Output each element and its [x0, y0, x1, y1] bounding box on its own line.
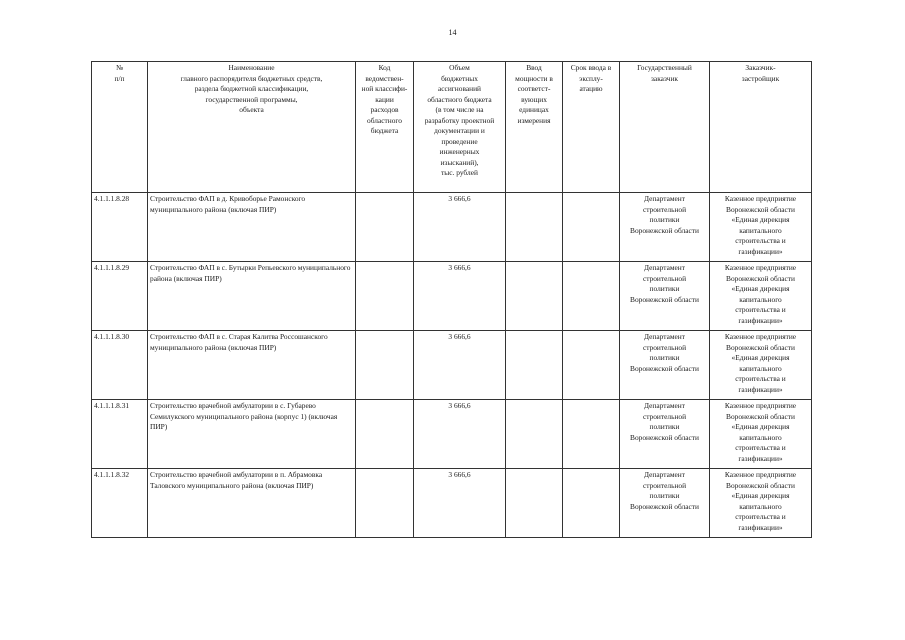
row-developer: Казенное предприятие Воронежской области «Единая дирекция капитального строительства и газификации»: [710, 469, 812, 538]
row-customer: Департамент строительной политики Воронежской области: [620, 469, 710, 538]
row-term: [563, 262, 620, 331]
row-amount: 3 666,6: [414, 262, 506, 331]
table-row: [92, 193, 812, 262]
row-amount: 3 666,6: [414, 469, 506, 538]
row-object-name: Строительство ФАП в с. Бутырки Репьевского муниципального района (включая ПИР): [148, 262, 356, 331]
row-term: [563, 193, 620, 262]
row-code: [356, 400, 414, 469]
row-term: [563, 400, 620, 469]
table-header-row: [92, 62, 812, 193]
header-amount: Объем бюджетных ассигнований областного бюджета (в том числе на разработку проектной документации и проведение инженерных изысканий), тыс. рублей: [414, 62, 506, 193]
row-object-name: Строительство ФАП в с. Старая Калитва Россошанского муниципального района (включая ПИР): [148, 331, 356, 400]
row-number: 4.1.1.1.8.31: [92, 400, 148, 469]
row-customer: Департамент строительной политики Воронежской области: [620, 331, 710, 400]
row-capacity: [506, 400, 563, 469]
row-code: [356, 469, 414, 538]
table-row: [92, 331, 812, 400]
row-number: 4.1.1.1.8.30: [92, 331, 148, 400]
row-amount: 3 666,6: [414, 331, 506, 400]
header-capacity: Ввод мощности в соответст- вующих единицах измерения: [506, 62, 563, 193]
header-code: Код ведомствен- ной классифи- кации расходов областного бюджета: [356, 62, 414, 193]
row-customer: Департамент строительной политики Воронежской области: [620, 400, 710, 469]
row-code: [356, 193, 414, 262]
row-customer: Департамент строительной политики Воронежской области: [620, 193, 710, 262]
row-term: [563, 331, 620, 400]
header-term: Срок ввода в эксплу- атацию: [563, 62, 620, 193]
header-number: № п/п: [92, 62, 148, 193]
row-term: [563, 469, 620, 538]
header-developer: Заказчик- застройщик: [710, 62, 812, 193]
row-object-name: Строительство врачебной амбулатории в с. Губарево Семилукского муниципального района (корпус 1) (включая ПИР): [148, 400, 356, 469]
header-customer: Государственный заказчик: [620, 62, 710, 193]
row-capacity: [506, 262, 563, 331]
row-capacity: [506, 193, 563, 262]
table-row: [92, 262, 812, 331]
page-number: 14: [448, 28, 457, 37]
row-code: [356, 331, 414, 400]
table-row: [92, 469, 812, 538]
row-developer: Казенное предприятие Воронежской области «Единая дирекция капитального строительства и газификации»: [710, 331, 812, 400]
row-number: 4.1.1.1.8.28: [92, 193, 148, 262]
row-developer: Казенное предприятие Воронежской области «Единая дирекция капитального строительства и газификации»: [710, 262, 812, 331]
row-object-name: Строительство врачебной амбулатории в п. Абрамовка Таловского муниципального района (включая ПИР): [148, 469, 356, 538]
row-code: [356, 262, 414, 331]
row-capacity: [506, 331, 563, 400]
row-developer: Казенное предприятие Воронежской области «Единая дирекция капитального строительства и газификации»: [710, 193, 812, 262]
header-name: Наименование главного распорядителя бюджетных средств, раздела бюджетной классификации, государственной программы, объекта: [148, 62, 356, 193]
row-number: 4.1.1.1.8.29: [92, 262, 148, 331]
row-object-name: Строительство ФАП в д. Кривоборье Рамонского муниципального района (включая ПИР): [148, 193, 356, 262]
budget-allocation-table: [91, 61, 812, 538]
row-developer: Казенное предприятие Воронежской области «Единая дирекция капитального строительства и газификации»: [710, 400, 812, 469]
row-amount: 3 666,6: [414, 400, 506, 469]
row-customer: Департамент строительной политики Воронежской области: [620, 262, 710, 331]
row-capacity: [506, 469, 563, 538]
table-row: [92, 400, 812, 469]
row-amount: 3 666,6: [414, 193, 506, 262]
row-number: 4.1.1.1.8.32: [92, 469, 148, 538]
